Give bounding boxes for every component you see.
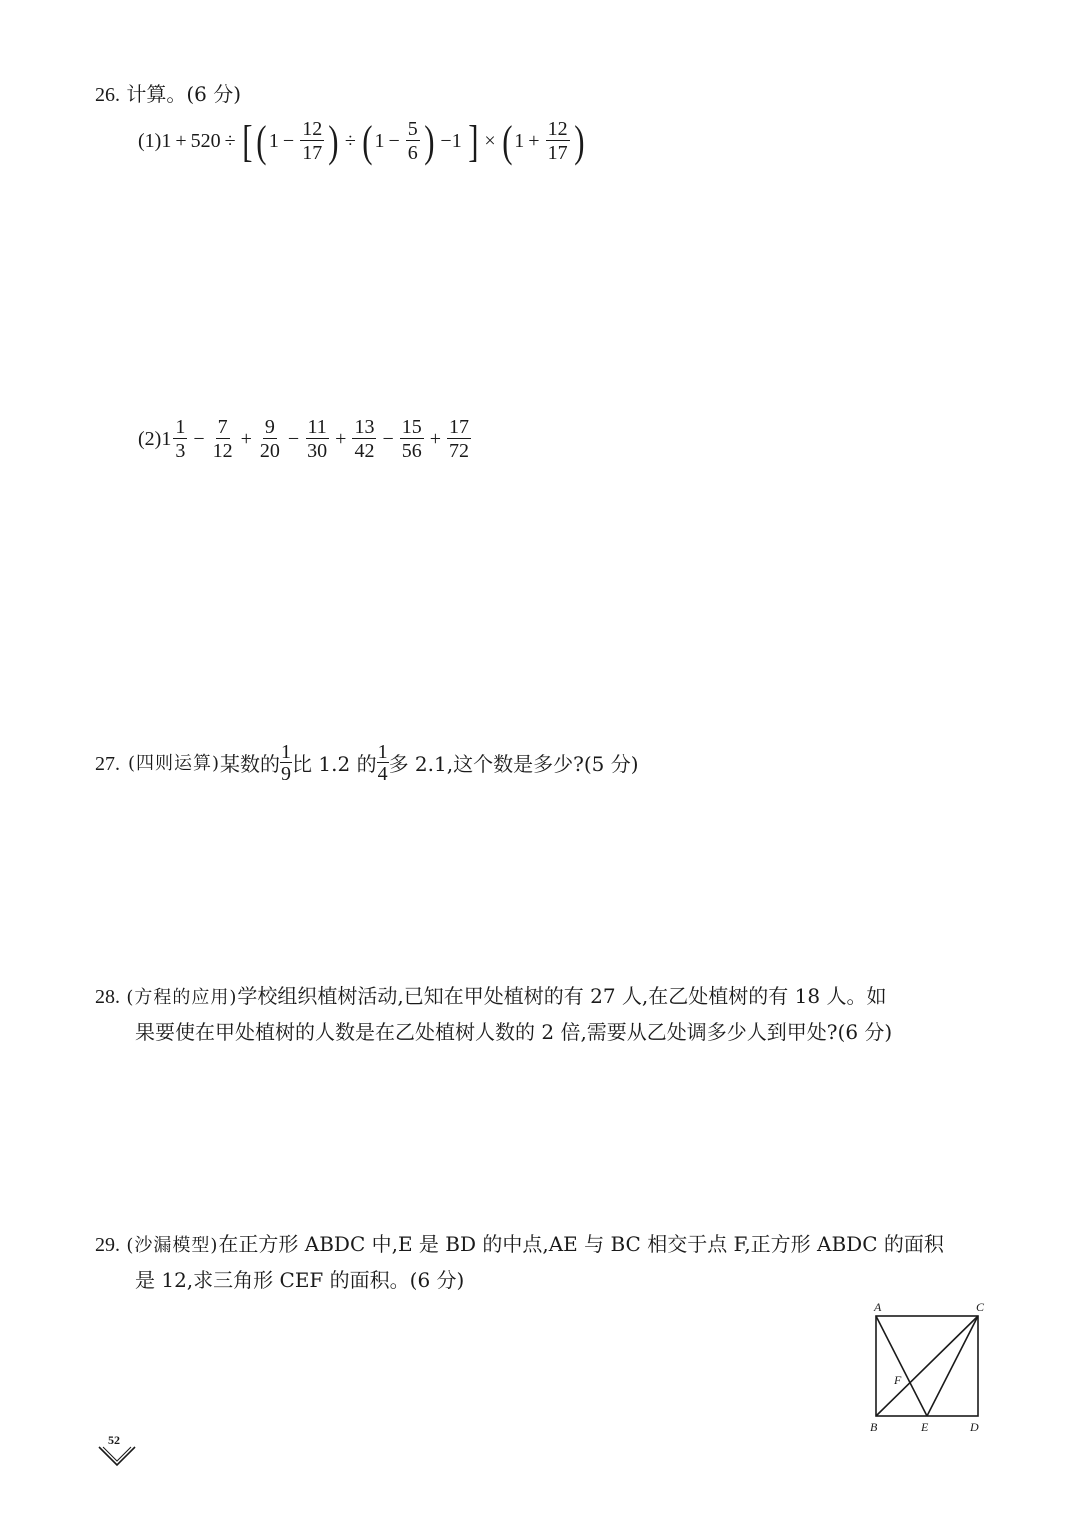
q26-p1-b: 520 — [190, 130, 221, 152]
q26-p2-term4: $\frac{11}{30}$ — [307, 416, 328, 462]
q26-p1-label: (1) — [138, 130, 162, 152]
segment-cb — [876, 1316, 978, 1416]
q26-p1-div: ÷ — [224, 130, 236, 152]
q26-p2-op4: + — [335, 428, 347, 450]
q26-p2-label: (2) — [138, 428, 162, 450]
q26-p2-term7: $\frac{17}{72}$ — [449, 416, 470, 462]
q26-p2-op6: + — [429, 428, 442, 450]
q26-p2-op5: − — [382, 428, 394, 450]
q26-p2-term6: $\frac{15}{56}$ — [401, 416, 422, 462]
label-c: C — [976, 1300, 985, 1314]
q27 — [95, 742, 639, 785]
q26-part2-expression — [138, 416, 473, 463]
segment-ce — [927, 1316, 978, 1416]
q26-p1-one3: 1 — [514, 130, 525, 152]
label-e: E — [921, 1420, 929, 1434]
q29-line1 — [95, 1226, 944, 1264]
q29-topic: (沙漏模型) — [126, 1235, 219, 1256]
q29-line2: 是 12,求三角形 CEF 的面积。(6 分) — [135, 1268, 465, 1292]
q27-text2: 比 1.2 的 — [292, 751, 377, 776]
label-d: D — [970, 1420, 979, 1434]
q28-line1 — [95, 978, 886, 1016]
q26-p2-op1: − — [193, 428, 205, 450]
q28-topic: (方程的应用) — [126, 987, 238, 1008]
q26-p1-one2: 1 — [374, 130, 385, 152]
paren-close: ) — [328, 116, 339, 166]
q26-p1-one1: 1 — [268, 130, 279, 152]
bracket-open: [ — [241, 116, 253, 166]
q27-number: 27. — [95, 752, 120, 775]
q26-p2-term3: $\frac{9}{20}$ — [259, 416, 280, 462]
q26-p2-term5: $\frac{13}{42}$ — [354, 416, 375, 462]
q26-p2-op2: + — [240, 428, 252, 450]
q26-p1-frac2: $\frac{5}{6}$ — [407, 118, 418, 164]
paren-close: ) — [423, 116, 435, 166]
segment-ae — [876, 1316, 927, 1416]
q26-p1-minus1: − — [282, 130, 295, 152]
bracket-close: ] — [467, 116, 479, 166]
q26-part1-expression — [138, 118, 586, 165]
q26-heading — [95, 76, 241, 113]
page-number: 52 — [108, 1433, 120, 1447]
label-f: F — [894, 1373, 902, 1387]
q26-p1-frac1: $\frac{12}{17}$ — [302, 118, 323, 164]
q26-p2-term1: $\frac{1}{3}$ — [175, 416, 186, 462]
q26-p1-plus: + — [175, 130, 187, 152]
paren-open: ( — [362, 116, 373, 166]
q26-p1-minus3: −1 — [440, 130, 462, 152]
q28-text-line1: 学校组织植树活动,已知在甲处植树的有 27 人,在乙处植树的有 18 人。如 — [237, 984, 887, 1008]
q26-p1-minus2: − — [388, 130, 400, 152]
page-number-badge — [97, 1435, 137, 1473]
q28-number: 28. — [95, 986, 120, 1008]
q28-line2: 果要使在甲处植树的人数是在乙处植树人数的 2 倍,需要从乙处调多少人到甲处?(6 分) — [135, 1020, 893, 1044]
q27-text3: 多 2.1,这个数是多少?(5 分) — [388, 751, 639, 776]
q27-frac2: $\frac{1}{4}$ — [377, 741, 388, 785]
q26-p2-op3: − — [287, 428, 300, 450]
q26-p1-frac3: $\frac{12}{17}$ — [547, 118, 568, 164]
square-figure — [860, 1298, 1000, 1438]
q26-p1-times: × — [484, 130, 496, 152]
q26-p1-a: 1 — [161, 130, 172, 152]
paren-close: ) — [573, 116, 585, 166]
q26-number: 26. — [95, 84, 120, 106]
q26-p2-whole: 1 — [161, 428, 172, 450]
paren-open: ( — [501, 116, 513, 166]
label-b: B — [870, 1420, 878, 1434]
q27-text1: 某数的 — [220, 751, 281, 776]
q26-title: 计算。(6 分) — [126, 82, 242, 106]
q26-p2-term2: $\frac{7}{12}$ — [212, 416, 233, 462]
q26-p1-div2: ÷ — [344, 130, 356, 152]
q27-frac1: $\frac{1}{9}$ — [281, 741, 292, 785]
paren-open: ( — [256, 116, 267, 166]
label-a: A — [874, 1300, 882, 1314]
q29-text-line1: 在正方形 ABDC 中,E 是 BD 的中点,AE 与 BC 相交于点 F,正方形 ABDC 的面积 — [218, 1232, 944, 1256]
q29-number: 29. — [95, 1234, 120, 1256]
q26-p1-plus2: + — [528, 130, 540, 152]
q27-topic: (四则运算) — [128, 752, 221, 774]
